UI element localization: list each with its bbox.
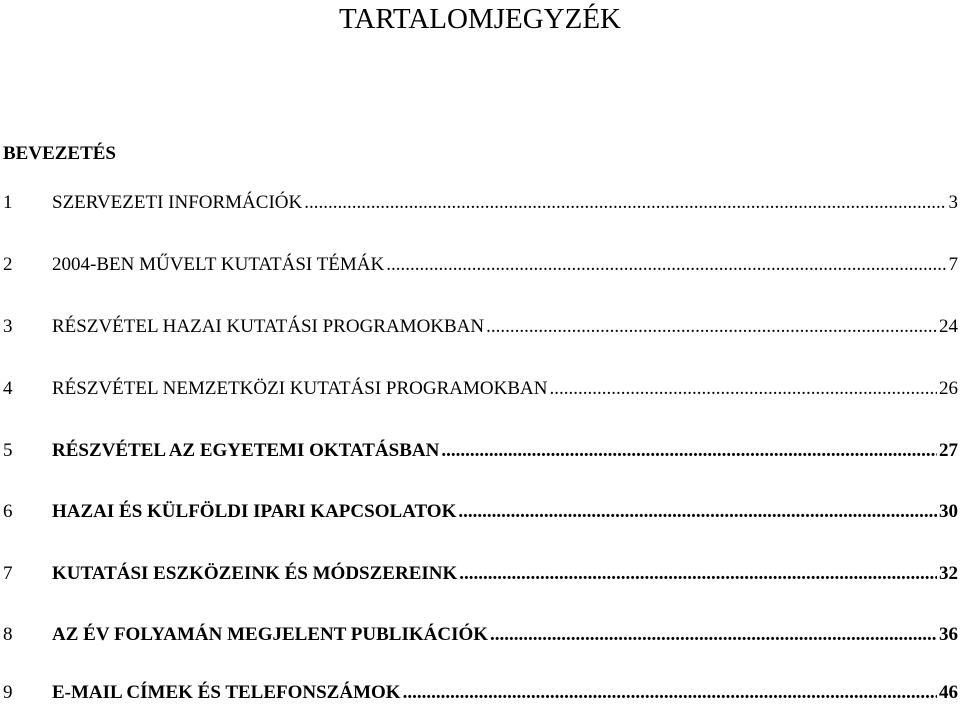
toc-entry-6[interactable] xyxy=(0,501,958,525)
toc-dot-leader xyxy=(486,316,937,338)
toc-entry-number: 8 xyxy=(3,624,13,645)
toc-dot-leader xyxy=(386,254,946,276)
toc-entry-page: 3 xyxy=(948,192,958,213)
toc-entry-1[interactable] xyxy=(0,192,958,216)
toc-dot-leader xyxy=(458,501,937,523)
toc-entry-page: 27 xyxy=(939,440,958,461)
toc-entry-label: E-MAIL CÍMEK ÉS TELEFONSZÁMOK xyxy=(52,682,401,703)
toc-entry-label: HAZAI ÉS KÜLFÖLDI IPARI KAPCSOLATOK xyxy=(52,501,457,522)
toc-entry-page: 7 xyxy=(948,254,958,275)
toc-entry-number: 3 xyxy=(3,316,13,337)
toc-entry-label: RÉSZVÉTEL AZ EGYETEMI OKTATÁSBAN xyxy=(52,440,440,461)
toc-entry-9[interactable] xyxy=(0,682,958,706)
toc-entry-number: 2 xyxy=(3,254,13,275)
toc-entry-label: SZERVEZETI INFORMÁCIÓK xyxy=(52,192,303,213)
toc-dot-leader xyxy=(304,192,946,214)
toc-entry-4[interactable] xyxy=(0,378,958,402)
toc-entry-label: AZ ÉV FOLYAMÁN MEGJELENT PUBLIKÁCIÓK xyxy=(52,624,489,645)
toc-entry-5[interactable] xyxy=(0,440,958,464)
toc-entry-number: 5 xyxy=(3,440,13,461)
toc-entry-number: 4 xyxy=(3,378,13,399)
toc-entry-2[interactable] xyxy=(0,254,958,278)
toc-dot-leader xyxy=(441,440,937,462)
toc-entry-page: 32 xyxy=(939,563,958,584)
toc-entry-number: 7 xyxy=(3,563,13,584)
toc-entry-page: 30 xyxy=(939,501,958,522)
toc-entry-label: KUTATÁSI ESZKÖZEINK ÉS MÓDSZEREINK xyxy=(52,563,458,584)
toc-entry-page: 36 xyxy=(939,624,958,645)
toc-entry-8[interactable] xyxy=(0,624,958,648)
toc-dot-leader xyxy=(459,563,937,585)
toc-dot-leader xyxy=(549,378,937,400)
toc-entry-3[interactable] xyxy=(0,316,958,340)
toc-entry-page: 24 xyxy=(939,316,958,337)
toc-dot-leader xyxy=(403,682,937,704)
toc-entry-label: RÉSZVÉTEL NEMZETKÖZI KUTATÁSI PROGRAMOKBAN xyxy=(52,378,548,399)
toc-entry-page: 46 xyxy=(939,682,958,703)
toc-entry-number: 1 xyxy=(3,192,13,213)
toc-entry-label: RÉSZVÉTEL HAZAI KUTATÁSI PROGRAMOKBAN xyxy=(52,316,485,337)
toc-entry-7[interactable] xyxy=(0,563,958,587)
toc-entry-page: 26 xyxy=(939,378,958,399)
toc-entry-number: 6 xyxy=(3,501,13,522)
toc-entry-label: 2004-BEN MŰVELT KUTATÁSI TÉMÁK xyxy=(52,254,385,275)
toc-entry-number: 9 xyxy=(3,682,13,703)
toc-dot-leader xyxy=(490,624,937,646)
toc-intro-heading: BEVEZETÉS xyxy=(3,143,116,164)
page-title: TARTALOMJEGYZÉK xyxy=(339,3,621,35)
